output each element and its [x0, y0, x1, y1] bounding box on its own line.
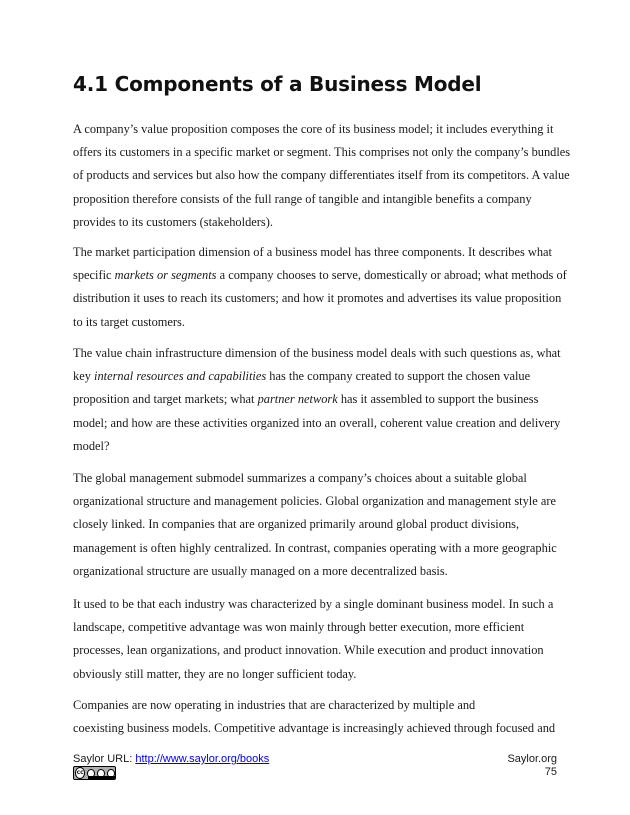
text-line: organizational structure and management policies. Global organization and management style are	[73, 494, 556, 509]
text-line: of products and services but also how the company differentiates itself from its competitors. A value	[73, 168, 570, 183]
footer-site: Saylor.org	[507, 753, 557, 765]
paragraph-industry-models	[73, 593, 563, 686]
text-line: model; and how are these activities organized into an overall, coherent value creation and delivery	[73, 415, 561, 430]
saylor-books-link[interactable]: http://www.saylor.org/books	[135, 753, 270, 765]
paragraph-value-proposition	[73, 118, 571, 234]
paragraph-value-chain	[73, 342, 563, 458]
text-line: closely linked. In companies that are organized primarily around global product divisions,	[73, 517, 520, 532]
text-line: specific markets or segments a company chooses to serve, domestically or abroad; what methods of	[73, 268, 567, 283]
text-line: model?	[73, 438, 110, 453]
paragraph-market-participation	[73, 241, 567, 334]
paragraph-global-management	[73, 467, 563, 583]
text-line: provides to its customers (stakeholders).	[73, 214, 273, 229]
text-line: The global management submodel summarizes a company’s choices about a suitable global	[73, 471, 527, 485]
section-heading: 4.1 Components of a Business Model	[73, 72, 482, 96]
text-line: processes, lean organizations, and product innovation. While execution and product innovation	[73, 643, 544, 658]
text-line: proposition and target markets; what partner network has it assembled to support the business	[73, 392, 539, 407]
text-line: organizational structure are usually managed on a more decentralized basis.	[73, 563, 448, 578]
text-line: landscape, competitive advantage was won mainly through better execution, more efficient	[73, 620, 525, 635]
text-line: proposition therefore consists of the full range of tangible and intangible benefits a company	[73, 191, 532, 206]
text-line: to its target customers.	[73, 314, 185, 329]
footer-url-label: Saylor URL:	[73, 753, 136, 765]
text-line: A company’s value proposition composes the core of its business model; it includes everything it	[73, 122, 554, 136]
text-line: coexisting business models. Competitive advantage is increasingly achieved through focused and	[73, 721, 556, 736]
text-line: management is often highly centralized. In contrast, companies operating with a more geographic	[73, 540, 557, 555]
cc-logo-icon: cc	[75, 767, 85, 779]
creative-commons-license-icon	[73, 766, 116, 780]
emphasis-resources: internal resources and capabilities	[94, 369, 267, 384]
paragraph-coexisting-models	[73, 694, 563, 740]
text-line: obviously still matter, they are no longer sufficient today.	[73, 666, 357, 681]
text-line: distribution it uses to reach its customers; and how it promotes and advertises its value proposition	[73, 291, 562, 306]
text-line: offers its customers in a specific market or segment. This comprises not only the company’s bundles	[73, 145, 571, 160]
page-number: 75	[544, 766, 557, 778]
text-line: key internal resources and capabilities has the company created to support the chosen value	[73, 369, 531, 384]
footer-source	[73, 753, 269, 765]
text-line: The value chain infrastructure dimension of the business model deals with such questions as, what	[73, 346, 561, 360]
emphasis-markets: markets or segments	[114, 268, 217, 283]
text-line: Companies are now operating in industries that are characterized by multiple and	[73, 698, 476, 712]
emphasis-partner-network: partner network	[257, 392, 338, 407]
text-line: The market participation dimension of a business model has three components. It describes what	[73, 245, 552, 259]
text-line: It used to be that each industry was characterized by a single dominant business model. In such a	[73, 597, 554, 611]
license-bar	[88, 776, 115, 779]
footer-page-info	[507, 753, 557, 779]
